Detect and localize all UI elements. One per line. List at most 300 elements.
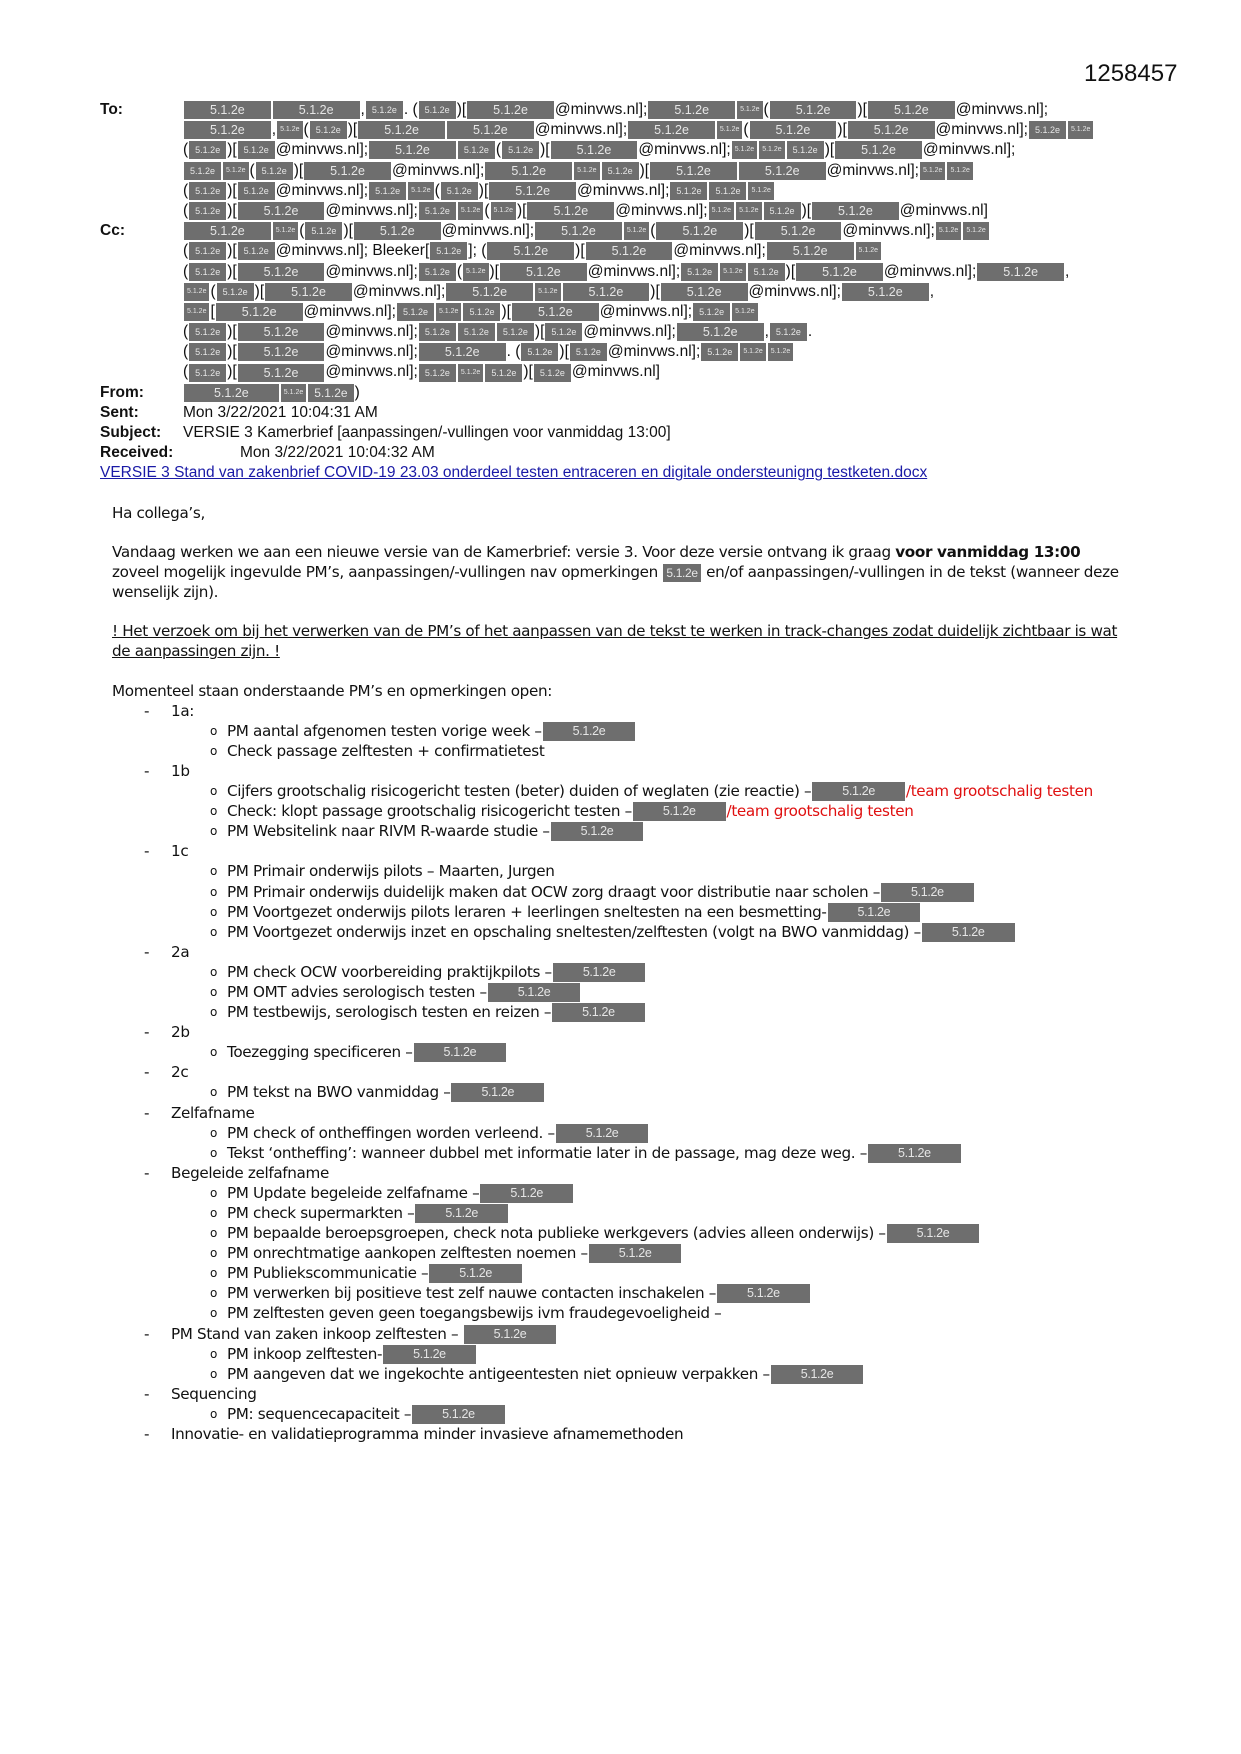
redaction: 5.1.2e — [563, 283, 650, 301]
recipient-text: )[ — [516, 201, 527, 219]
redaction: 5.1.2e — [543, 722, 636, 741]
recipient-line — [100, 140, 1140, 160]
recipient-text: ( — [303, 121, 309, 139]
list-item — [112, 1303, 1122, 1323]
redaction: 5.1.2e — [750, 121, 837, 139]
circle-bullet-icon: o — [210, 1366, 217, 1381]
redaction: 5.1.2e — [358, 121, 445, 139]
main-paragraph — [112, 542, 1122, 602]
list-item — [112, 922, 1122, 942]
recipient-text: @minvws.nl]; — [554, 101, 648, 118]
item-content — [227, 861, 555, 881]
item-content — [227, 1364, 864, 1384]
recipient-text: , — [360, 101, 365, 118]
redaction: 5.1.2e — [628, 121, 715, 139]
recipient-line — [100, 201, 1140, 221]
redaction: 5.1.2e — [273, 222, 298, 240]
greeting: Ha collega’s, — [112, 504, 205, 522]
recipient-text: )[ — [456, 101, 467, 118]
recipient-text: @minvws.nl]; — [391, 161, 485, 179]
redaction: 5.1.2e — [768, 343, 793, 361]
redaction: 5.1.2e — [414, 1043, 507, 1062]
redaction: 5.1.2e — [480, 1184, 573, 1203]
redaction: 5.1.2e — [419, 202, 456, 220]
section-label — [171, 1163, 329, 1183]
recipient-text: @minvws.nl]; — [587, 262, 681, 280]
recipient-text: )[ — [343, 222, 353, 240]
item-text: PM check OCW voorbereiding praktijkpilots – — [227, 962, 552, 981]
redaction: 5.1.2e — [881, 883, 974, 902]
item-text: PM Publiekscommunicatie – — [227, 1264, 429, 1283]
recipient-text: )[ — [227, 363, 237, 381]
redaction: 5.1.2e — [305, 222, 342, 240]
redaction: 5.1.2e — [238, 323, 325, 341]
recipient-content — [183, 221, 1140, 241]
redaction: 5.1.2e — [184, 121, 271, 139]
list-section — [112, 942, 1122, 962]
redaction: 5.1.2e — [740, 343, 765, 361]
item-content — [227, 821, 644, 841]
circle-bullet-icon: o — [210, 723, 217, 738]
redaction: 5.1.2e — [709, 182, 746, 200]
recipient-text: )[ — [254, 282, 265, 300]
redaction: 5.1.2e — [787, 141, 824, 159]
recipient-text: @minvws.nl]; — [275, 141, 369, 159]
circle-bullet-icon: o — [210, 964, 217, 979]
recipient-content — [183, 100, 1140, 120]
redaction: 5.1.2e — [624, 222, 649, 240]
circle-bullet-icon: o — [210, 1145, 217, 1160]
redaction: 5.1.2e — [732, 141, 757, 159]
list-item — [112, 1283, 1122, 1303]
redaction: 5.1.2e — [304, 162, 391, 180]
section-label — [171, 1324, 557, 1344]
recipient-text: @minvws.nl]; — [748, 282, 841, 300]
recipient-text: )[ — [227, 181, 237, 199]
redaction: 5.1.2e — [1068, 121, 1093, 139]
recipient-text: ( — [763, 101, 769, 118]
circle-bullet-icon: o — [210, 743, 217, 758]
recipient-line — [100, 181, 1140, 201]
redaction: 5.1.2e — [451, 1083, 544, 1102]
recipient-content — [183, 302, 1140, 322]
sent-value: Mon 3/22/2021 10:04:31 AM — [183, 403, 378, 421]
redaction: 5.1.2e — [589, 1244, 682, 1263]
redaction: 5.1.2e — [310, 121, 347, 139]
redaction: 5.1.2e — [383, 1345, 476, 1364]
redaction: 5.1.2e — [650, 162, 737, 180]
recipient-text: )[ — [639, 161, 650, 179]
recipient-content — [183, 161, 1140, 181]
recipient-text: ( — [183, 323, 189, 341]
recipient-text: @minvws.nl]; — [325, 343, 418, 361]
list-item — [112, 1123, 1122, 1143]
section-label — [171, 841, 188, 861]
item-text: PM inkoop zelftesten- — [227, 1344, 383, 1363]
item-content — [227, 882, 975, 902]
redaction: 5.1.2e — [977, 263, 1064, 281]
recipient-text: ( — [183, 141, 189, 159]
list-section — [112, 1163, 1122, 1183]
redaction: 5.1.2e — [429, 1264, 522, 1283]
recipient-text: @minvws.nl]; — [275, 181, 369, 199]
redaction: 5.1.2e — [535, 222, 622, 240]
recipient-text: . — [807, 323, 813, 341]
recipient-text: )[ — [534, 323, 545, 341]
list-item — [112, 781, 1122, 801]
item-content — [227, 1082, 545, 1102]
recipient-text: ( — [299, 222, 305, 240]
recipient-content — [183, 140, 1140, 160]
recipient-text: )[ — [837, 121, 847, 139]
recipient-text: ( — [183, 262, 189, 280]
sent-row — [100, 403, 1140, 423]
redaction: 5.1.2e — [835, 141, 922, 159]
item-text: Check: klopt passage grootschalig risicogericht testen – — [227, 802, 632, 821]
section-label — [171, 1384, 257, 1404]
redaction: 5.1.2e — [681, 263, 718, 281]
recipient-text: ( — [249, 161, 255, 179]
recipient-text: . ( — [403, 101, 418, 118]
circle-bullet-icon: o — [210, 1226, 217, 1241]
item-text: PM check supermarkten – — [227, 1204, 415, 1222]
to-label: To: — [100, 101, 123, 118]
item-text: PM bepaalde beroepsgroepen, check nota publieke werkgevers (advies alleen onderwijs) – — [227, 1224, 886, 1243]
redaction: 5.1.2e — [281, 384, 306, 402]
item-text: PM Update begeleide zelfafname – — [227, 1183, 480, 1202]
recipient-text: @minvws.nl]; — [599, 302, 693, 320]
redaction: 5.1.2e — [354, 222, 441, 240]
recipient-content — [183, 322, 1140, 342]
redaction: 5.1.2e — [812, 782, 905, 801]
item-text: Cijfers grootschalig risicogericht testen (beter) duiden of weglaten (zie reactie) – — [227, 782, 812, 801]
redaction: 5.1.2e — [770, 323, 807, 341]
subject-row — [100, 423, 1140, 443]
recipient-text: ( — [183, 181, 189, 199]
redaction: 5.1.2e — [693, 303, 730, 321]
redaction: 5.1.2e — [463, 263, 488, 281]
from-row — [100, 383, 1140, 403]
redaction: 5.1.2e — [412, 1405, 505, 1424]
redaction: 5.1.2e — [184, 384, 279, 402]
section-label — [171, 701, 194, 721]
redaction: 5.1.2e — [936, 222, 961, 240]
section-label-text: Begeleide zelfafname — [171, 1163, 329, 1182]
recipient-text: )[ — [575, 242, 585, 260]
item-content — [227, 1243, 682, 1263]
redaction: 5.1.2e — [920, 162, 945, 180]
recipient-line — [100, 262, 1140, 282]
redaction: 5.1.2e — [238, 263, 325, 281]
item-text: PM testbewijs, serologisch testen en reizen – — [227, 1003, 552, 1022]
redaction: 5.1.2e — [701, 343, 738, 361]
redaction: 5.1.2e — [887, 1224, 980, 1243]
circle-bullet-icon: o — [210, 1045, 217, 1060]
redaction: 5.1.2e — [189, 323, 226, 341]
redaction: 5.1.2e — [602, 162, 639, 180]
item-text: PM Websitelink naar RIVM R-waarde studie – — [227, 822, 550, 841]
redaction: 5.1.2e — [828, 903, 921, 922]
list-item — [112, 1042, 1122, 1062]
item-content — [227, 1042, 507, 1062]
recipient-text: @minvws.nl] — [899, 201, 988, 219]
recipient-text: )[ — [559, 343, 569, 361]
recipient-text: ( — [434, 181, 440, 199]
list-section — [112, 1062, 1122, 1082]
dash-bullet: - — [144, 942, 150, 961]
recipient-text: )[ — [857, 101, 867, 118]
item-content — [227, 1303, 721, 1323]
subject-label: Subject: — [100, 424, 162, 441]
redaction: 5.1.2e — [947, 162, 972, 180]
item-content — [227, 1344, 477, 1364]
redaction: 5.1.2e — [570, 343, 607, 361]
redaction: 5.1.2e — [277, 121, 302, 139]
circle-bullet-icon: o — [210, 784, 217, 799]
recipient-text: )[ — [650, 282, 660, 300]
list-section — [112, 1384, 1122, 1404]
circle-bullet-icon: o — [210, 984, 217, 999]
recipient-text: )[ — [785, 262, 796, 280]
item-text: PM check of ontheffingen worden verleend. – — [227, 1123, 555, 1142]
item-content — [227, 1263, 523, 1283]
redaction: 5.1.2e — [369, 182, 406, 200]
paragraph-text: Vandaag werken we aan een nieuwe versie van de Kamerbrief: versie 3. Voor deze versie ontvang ik graag — [112, 543, 896, 562]
dash-bullet: - — [144, 761, 150, 780]
item-text: PM aangeven dat we ingekochte antigeentesten niet opnieuw verpakken – — [227, 1364, 770, 1383]
recipient-text: @minvws.nl]; — [534, 121, 628, 139]
circle-bullet-icon: o — [210, 924, 217, 939]
list-section — [112, 761, 1122, 781]
circle-bullet-icon: o — [210, 1306, 217, 1321]
redaction: 5.1.2e — [189, 141, 226, 159]
recipient-text: [ — [210, 302, 215, 320]
item-content — [227, 962, 646, 982]
redaction: 5.1.2e — [238, 182, 275, 200]
list-item — [112, 1364, 1122, 1384]
list-item — [112, 1404, 1122, 1424]
redaction: 5.1.2e — [308, 384, 353, 402]
recipient-text: )[ — [801, 201, 812, 219]
recipient-text: @minvws.nl]; — [842, 222, 935, 240]
redaction: 5.1.2e — [441, 182, 478, 200]
redaction: 5.1.2e — [717, 121, 742, 139]
item-content — [227, 922, 1016, 942]
redaction: 5.1.2e — [436, 303, 461, 321]
recipient-text: @minvws.nl]; — [607, 343, 701, 361]
dash-bullet: - — [144, 1063, 150, 1082]
item-content — [227, 801, 913, 821]
redaction: 5.1.2e — [189, 364, 226, 382]
item-text: PM Voortgezet onderwijs pilots leraren + leerlingen sneltesten na een besmetting- — [227, 902, 827, 921]
redaction: 5.1.2e — [446, 283, 533, 301]
list-item — [112, 1183, 1122, 1203]
redaction: 5.1.2e — [732, 303, 757, 321]
item-text: PM onrechtmatige aankopen zelftesten noemen – — [227, 1244, 588, 1263]
circle-bullet-icon: o — [210, 1206, 217, 1220]
recipient-line — [100, 161, 1140, 181]
item-text: PM tekst na BWO vanmiddag – — [227, 1083, 451, 1102]
redaction: 5.1.2e — [458, 141, 495, 159]
redaction: 5.1.2e — [366, 101, 403, 119]
dash-bullet: - — [144, 1023, 150, 1042]
redaction: 5.1.2e — [739, 162, 826, 180]
to-recipients — [100, 100, 1140, 221]
redaction: 5.1.2e — [458, 323, 495, 341]
section-label-text: 2c — [171, 1063, 189, 1082]
section-label-text: 1a: — [171, 701, 195, 720]
redaction: 5.1.2e — [489, 182, 576, 200]
item-text: PM Primair onderwijs pilots – Maarten, Jurgen — [227, 862, 555, 881]
redaction: 5.1.2e — [770, 101, 857, 119]
redaction: 5.1.2e — [963, 222, 988, 240]
circle-bullet-icon: o — [210, 1185, 217, 1200]
redaction: 5.1.2e — [487, 242, 574, 260]
recipient-line — [100, 322, 1140, 342]
recipient-text: @minvws.nl]; — [577, 181, 670, 199]
item-text: PM OMT advies serologisch testen – — [227, 982, 487, 1001]
redaction: 5.1.2e — [256, 162, 293, 180]
circle-bullet-icon: o — [210, 884, 217, 899]
recipient-text: ( — [484, 201, 490, 219]
redaction: 5.1.2e — [189, 182, 226, 200]
redaction: 5.1.2e — [648, 101, 735, 119]
redaction: 5.1.2e — [447, 121, 534, 139]
redaction: 5.1.2e — [812, 202, 899, 220]
from-label: From: — [100, 383, 144, 401]
recipient-line — [100, 362, 1140, 382]
dash-bullet: - — [144, 1163, 150, 1182]
redaction: 5.1.2e — [184, 101, 271, 119]
from-suffix: ) — [354, 383, 360, 401]
recipient-text: ( — [456, 262, 463, 280]
redaction: 5.1.2e — [764, 202, 801, 220]
circle-bullet-icon: o — [210, 1005, 217, 1020]
redaction: 5.1.2e — [771, 1365, 864, 1384]
circle-bullet-icon: o — [210, 824, 217, 839]
recipient-text: )[ — [227, 323, 237, 341]
item-content — [227, 721, 636, 741]
recipient-line — [100, 120, 1140, 140]
recipient-content — [183, 201, 1140, 221]
circle-bullet-icon: o — [210, 1246, 217, 1261]
circle-bullet-icon: o — [210, 1286, 217, 1301]
recipient-text: @minvws.nl]; — [303, 302, 396, 320]
item-text: Check passage zelftesten + confirmatietest — [227, 741, 545, 760]
redaction: 5.1.2e — [670, 182, 707, 200]
subject-value: VERSIE 3 Kamerbrief [aanpassingen/-vullingen voor vanmiddag 13:00] — [183, 424, 671, 441]
list-item — [112, 721, 1122, 741]
dash-bullet: - — [144, 1103, 150, 1122]
redaction: 5.1.2e — [497, 323, 534, 341]
circle-bullet-icon: o — [210, 1406, 217, 1421]
recipient-text: )[ — [227, 201, 237, 219]
recipient-text: )[ — [227, 141, 237, 159]
track-changes-request: ! Het verzoek om bij het verwerken van de PM’s of het aanpassen van de tekst te werken in track-changes zodat duidelijk zichtbaar is wat de aanpassingen zijn. ! — [112, 622, 1118, 661]
recipient-text: )[ — [540, 141, 550, 159]
recipient-line — [100, 241, 1140, 261]
item-text: Tekst ‘ontheffing’: wanneer dubbel met informatie later in de passage, mag deze weg. – — [227, 1143, 868, 1162]
recipient-line — [100, 282, 1140, 302]
recipient-content — [183, 181, 1140, 201]
redaction: 5.1.2e — [842, 283, 929, 301]
redaction: 5.1.2e — [545, 323, 582, 341]
recipient-text: ( — [183, 363, 189, 381]
redaction: 5.1.2e — [552, 1003, 645, 1022]
section-label-text: 2a — [171, 942, 190, 961]
received-label: Received: — [100, 444, 174, 462]
recipient-text: ( — [743, 121, 749, 139]
recipient-text: @minvws.nl]; — [325, 201, 418, 219]
redaction: 5.1.2e — [534, 364, 571, 382]
recipient-text: @minvws.nl]; — [883, 262, 977, 280]
redaction: 5.1.2e — [663, 564, 700, 582]
cc-label: Cc: — [100, 222, 125, 240]
recipient-text: @minvws.nl]; — [935, 121, 1028, 139]
list-item — [112, 1082, 1122, 1102]
redaction: 5.1.2e — [238, 141, 275, 159]
list-section — [112, 1424, 1122, 1444]
redaction: 5.1.2e — [184, 222, 271, 240]
redaction: 5.1.2e — [755, 222, 842, 240]
recipient-text: . ( — [506, 343, 521, 361]
redaction: 5.1.2e — [419, 343, 506, 361]
redaction: 5.1.2e — [189, 202, 226, 220]
list-item — [112, 1344, 1122, 1364]
item-content — [227, 982, 581, 1002]
recipient-text: @minvws.nl]; — [922, 141, 1016, 159]
section-label-text: 1c — [171, 842, 189, 861]
dash-bullet: - — [144, 1324, 150, 1343]
recipient-text: ( — [210, 282, 216, 300]
redaction: 5.1.2e — [184, 162, 221, 180]
recipient-text: )[ — [501, 302, 511, 320]
redaction: 5.1.2e — [369, 141, 456, 159]
section-label-text: PM Stand van zaken inkoop zelftesten – — [171, 1324, 459, 1343]
redaction: 5.1.2e — [189, 263, 226, 281]
item-text: PM Voortgezet onderwijs inzet en opschaling sneltesten/zelftesten (volgt na BWO vanmiddag) – — [227, 922, 921, 941]
circle-bullet-icon: o — [210, 1085, 217, 1100]
list-item — [112, 1002, 1122, 1022]
redaction: 5.1.2e — [737, 101, 762, 119]
document-number: 1258457 — [1084, 60, 1178, 87]
item-text: PM zelftesten geven geen toegangsbewijs ivm fraudegevoeligheid – — [227, 1304, 722, 1323]
redaction: 5.1.2e — [223, 162, 248, 180]
redaction: 5.1.2e — [736, 202, 761, 220]
redaction: 5.1.2e — [184, 283, 209, 301]
redaction: 5.1.2e — [677, 323, 764, 341]
recipient-text: @minvws.nl]; — [583, 323, 676, 341]
list-item — [112, 801, 1122, 821]
paragraph-text: zoveel mogelijk ingevulde PM’s, aanpassingen/-vullingen nav opmerkingen — [112, 563, 663, 582]
redaction: 5.1.2e — [551, 141, 638, 159]
circle-bullet-icon: o — [210, 804, 217, 819]
recipient-content — [183, 262, 1140, 282]
sent-label: Sent: — [100, 403, 139, 421]
item-content — [227, 781, 1093, 801]
recipient-text: ( — [183, 242, 189, 260]
redaction: 5.1.2e — [633, 802, 726, 821]
recipient-text: @minvws.nl]; — [955, 101, 1049, 118]
redaction: 5.1.2e — [458, 202, 483, 220]
redaction: 5.1.2e — [491, 202, 516, 220]
recipient-text: , — [271, 121, 277, 139]
received-row — [100, 443, 1140, 463]
list-item — [112, 741, 1122, 761]
list-item — [112, 1203, 1122, 1223]
recipient-text: @minvws.nl]; — [352, 282, 446, 300]
attachment-link[interactable]: VERSIE 3 Stand van zakenbrief COVID-19 23.03 onderdeel testen entraceren en digitale ondersteunigng testketen.docx — [100, 464, 928, 482]
